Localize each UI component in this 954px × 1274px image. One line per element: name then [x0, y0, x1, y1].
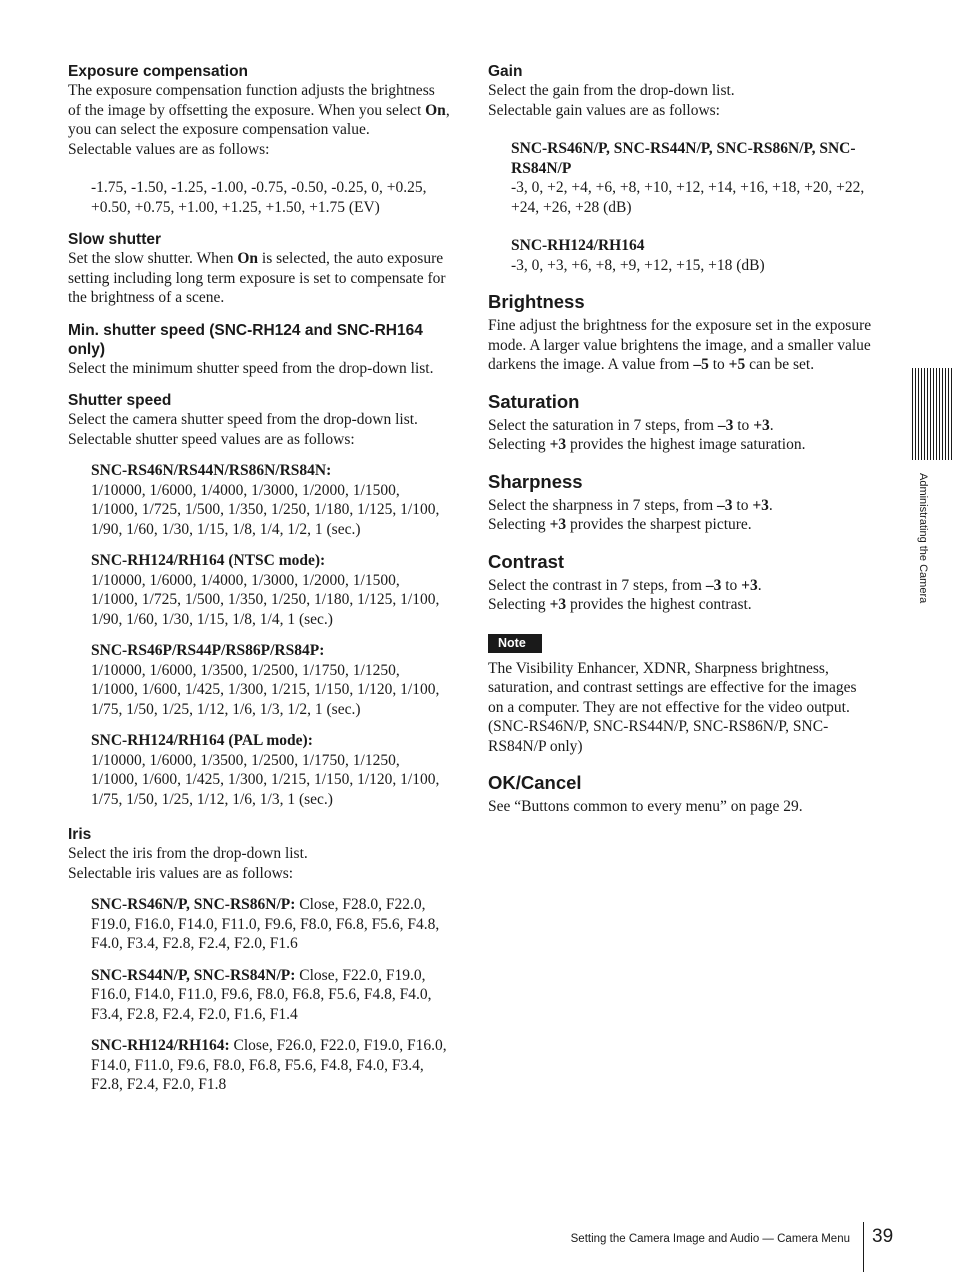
footer-running-title: Setting the Camera Image and Audio — Camera Menu: [570, 1233, 850, 1245]
shutter-values-list: 1/10000, 1/6000, 1/3500, 1/2500, 1/1750, 1/1250, 1/1000, 1/600, 1/425, 1/300, 1/215, 1/150, 1/120, 1/100, 1/75, 1/50, 1/25, 1/12, 1/6, 1/3, 1 (sec.): [91, 751, 440, 808]
gain-values-list: -3, 0, +3, +6, +8, +9, +12, +15, +18 (dB): [511, 256, 765, 274]
iris-group: [68, 895, 450, 954]
text-run: Selecting: [488, 436, 550, 453]
exposure-compensation-description: [68, 81, 450, 140]
iris-section: [68, 825, 450, 1095]
text-run: can be set.: [745, 356, 815, 373]
text-run: to: [721, 576, 742, 594]
gain-group: [488, 139, 873, 217]
brightness-description: [488, 316, 873, 375]
shutter-speed-section: [68, 391, 450, 809]
left-column: [68, 62, 450, 1108]
exposure-selectable-intro: Selectable values are as follows:: [68, 140, 270, 158]
gain-selectable-intro: Selectable gain values are as follows:: [488, 101, 720, 119]
gain-description: Select the gain from the drop-down list.: [488, 82, 735, 99]
text-run: Select the sharpness in 7 steps, from: [488, 496, 718, 514]
shutter-speed-selectable-intro: Selectable shutter speed values are as follows:: [68, 430, 355, 448]
shutter-values-list: 1/10000, 1/6000, 1/3500, 1/2500, 1/1750, 1/1250, 1/1000, 1/600, 1/425, 1/300, 1/215, 1/150, 1/120, 1/100, 1/75, 1/50, 1/25, 1/12, 1/6, 1/3, 1/2, 1 (sec.): [91, 661, 440, 718]
text-run: Selecting: [488, 516, 550, 533]
iris-model-label: SNC-RS46N/P, SNC-RS86N/P:: [91, 896, 296, 913]
shutter-model-label: SNC-RS46P/RS44P/RS86P/RS84P:: [91, 642, 325, 659]
exposure-compensation-heading: Exposure compensation: [68, 63, 249, 80]
slow-shutter-description: [68, 249, 450, 308]
max-value: +3: [752, 496, 769, 514]
saturation-effect: [488, 435, 873, 455]
text-run: Fine adjust the brightness for the exposure set in the exposure mode. A larger value brightens the image, and a smaller value darkens the image. A value from: [488, 317, 872, 373]
text-run: .: [757, 576, 762, 594]
max-value: +5: [728, 356, 746, 373]
iris-group: [68, 1036, 450, 1095]
min-shutter-speed-description: Select the minimum shutter speed from the drop-down list.: [68, 359, 434, 377]
iris-selectable-intro: Selectable iris values are as follows:: [68, 864, 294, 882]
right-column: [488, 62, 873, 830]
text-run: is selected, the auto exposure setting including long term exposure is set to compensate for the brightness of a scene.: [68, 250, 446, 306]
page-number: 39: [872, 1226, 894, 1247]
ok-cancel-section: [488, 772, 873, 817]
shutter-group: [68, 641, 450, 719]
exposure-values-list: -1.75, -1.50, -1.25, -1.00, -0.75, -0.50, -0.25, 0, +0.25, +0.50, +0.75, +1.00, +1.25, +1.50, +1.75 (EV): [91, 179, 427, 216]
shutter-speed-heading: Shutter speed: [68, 392, 172, 409]
shutter-model-label: SNC-RH124/RH164 (PAL mode):: [91, 732, 313, 749]
text-run: Select the contrast in 7 steps, from: [488, 576, 706, 594]
text-run: Selecting: [488, 596, 550, 613]
note-section: [488, 634, 873, 757]
iris-model-label: SNC-RH124/RH164:: [91, 1037, 230, 1054]
text-run: to: [732, 496, 753, 514]
text-run: .: [769, 416, 774, 434]
shutter-values-list: 1/10000, 1/6000, 1/4000, 1/3000, 1/2000, 1/1500, 1/1000, 1/725, 1/500, 1/350, 1/250, 1/180, 1/125, 1/100, 1/90, 1/60, 1/30, 1/15, 1/8, 1/4, 1 (sec.): [91, 571, 440, 628]
slow-shutter-section: [68, 230, 450, 308]
gain-section: [488, 62, 873, 275]
gain-model-label: SNC-RH124/RH164: [511, 237, 645, 254]
shutter-model-label: SNC-RH124/RH164 (NTSC mode):: [91, 552, 326, 569]
max-value: +3: [549, 436, 567, 453]
min-value: –5: [693, 356, 709, 373]
on-emphasis: On: [425, 101, 446, 119]
gain-heading: Gain: [488, 63, 523, 80]
text-run: Set the slow shutter. When: [68, 250, 238, 267]
ok-cancel-description: See “Buttons common to every menu” on page 29.: [488, 798, 803, 815]
min-shutter-speed-heading: Min. shutter speed (SNC-RH124 and SNC-RH164 only): [68, 321, 423, 358]
text-run: provides the highest image saturation.: [566, 436, 806, 453]
contrast-steps: [488, 576, 873, 596]
min-value: –3: [705, 576, 722, 594]
brightness-section: [488, 291, 873, 375]
text-run: to: [733, 416, 754, 434]
shutter-values-list: 1/10000, 1/6000, 1/4000, 1/3000, 1/2000, 1/1500, 1/1000, 1/725, 1/500, 1/350, 1/250, 1/180, 1/125, 1/100, 1/90, 1/60, 1/30, 1/15, 1/8, 1/4, 1/2, 1 (sec.): [91, 481, 440, 538]
shutter-group: [68, 551, 450, 629]
sharpness-steps: [488, 496, 873, 516]
iris-description: Select the iris from the drop-down list.: [68, 845, 308, 862]
iris-values-list: Close, F26.0, F22.0, F19.0, F16.0, F14.0, F11.0, F9.6, F8.0, F6.8, F5.6, F4.8, F4.0, F3.4, F2.8, F2.4, F2.0, F1.8: [91, 1037, 447, 1093]
gain-model-label: SNC-RS46N/P, SNC-RS44N/P, SNC-RS86N/P, SNC-RS84N/P: [511, 140, 856, 177]
gain-group: [488, 236, 873, 275]
sharpness-section: [488, 471, 873, 535]
note-text: The Visibility Enhancer, XDNR, Sharpness brightness, saturation, and contrast settings are effective for the images on a computer. They are not effective for the video output. (SNC-RS46N/P, SNC-RS44N/P, SNC-RS86N/P, SNC-RS84N/P only): [488, 659, 857, 755]
max-value: +3: [549, 516, 567, 533]
note-badge: Note: [488, 634, 542, 653]
max-value: +3: [753, 416, 770, 434]
max-value: +3: [741, 576, 758, 594]
shutter-model-label: SNC-RS46N/RS44N/RS86N/RS84N:: [91, 462, 332, 479]
saturation-heading: Saturation: [488, 390, 580, 412]
sharpness-heading: Sharpness: [488, 470, 583, 492]
contrast-heading: Contrast: [488, 550, 565, 572]
text-run: provides the sharpest picture.: [566, 516, 752, 533]
text-run: to: [708, 356, 729, 373]
saturation-section: [488, 391, 873, 455]
section-tab-stripes: [912, 368, 954, 460]
iris-values-list: Close, F28.0, F22.0, F19.0, F16.0, F14.0, F11.0, F9.6, F8.0, F6.8, F5.6, F4.8, F4.0, F3.4, F2.8, F2.4, F2.0, F1.6: [91, 896, 440, 952]
min-shutter-speed-section: [68, 321, 450, 379]
min-value: –3: [717, 416, 734, 434]
text-run: .: [768, 496, 773, 514]
saturation-steps: [488, 416, 873, 436]
shutter-group: [68, 461, 450, 539]
brightness-heading: Brightness: [488, 291, 585, 312]
iris-group: [68, 966, 450, 1025]
sharpness-effect: [488, 515, 873, 535]
max-value: +3: [549, 596, 567, 613]
min-value: –3: [717, 496, 733, 514]
text-run: , you can select the exposure compensation value.: [68, 101, 450, 138]
shutter-group: [68, 731, 450, 809]
contrast-effect: [488, 595, 873, 615]
iris-heading: Iris: [68, 826, 92, 843]
contrast-section: [488, 551, 873, 615]
footer-divider: [863, 1222, 864, 1272]
text-run: The exposure compensation function adjusts the brightness of the image by offsetting the exposure. When you select: [68, 82, 435, 119]
on-emphasis: On: [237, 250, 259, 267]
slow-shutter-heading: Slow shutter: [68, 231, 162, 248]
exposure-compensation-section: [68, 62, 450, 217]
text-run: provides the highest contrast.: [566, 596, 752, 613]
gain-values-list: -3, 0, +2, +4, +6, +8, +10, +12, +14, +16, +18, +20, +22, +24, +26, +28 (dB): [511, 179, 865, 216]
shutter-speed-description: Select the camera shutter speed from the drop-down list.: [68, 411, 418, 428]
section-tab-label: Administrating the Camera: [917, 473, 929, 604]
text-run: Select the saturation in 7 steps, from: [488, 416, 718, 434]
iris-values-list: Close, F22.0, F19.0, F16.0, F14.0, F11.0, F9.6, F8.0, F6.8, F5.6, F4.8, F4.0, F3.4, F2.8, F2.4, F2.0, F1.6, F1.4: [91, 966, 432, 1023]
ok-cancel-heading: OK/Cancel: [488, 772, 582, 793]
iris-model-label: SNC-RS44N/P, SNC-RS84N/P:: [91, 966, 296, 984]
